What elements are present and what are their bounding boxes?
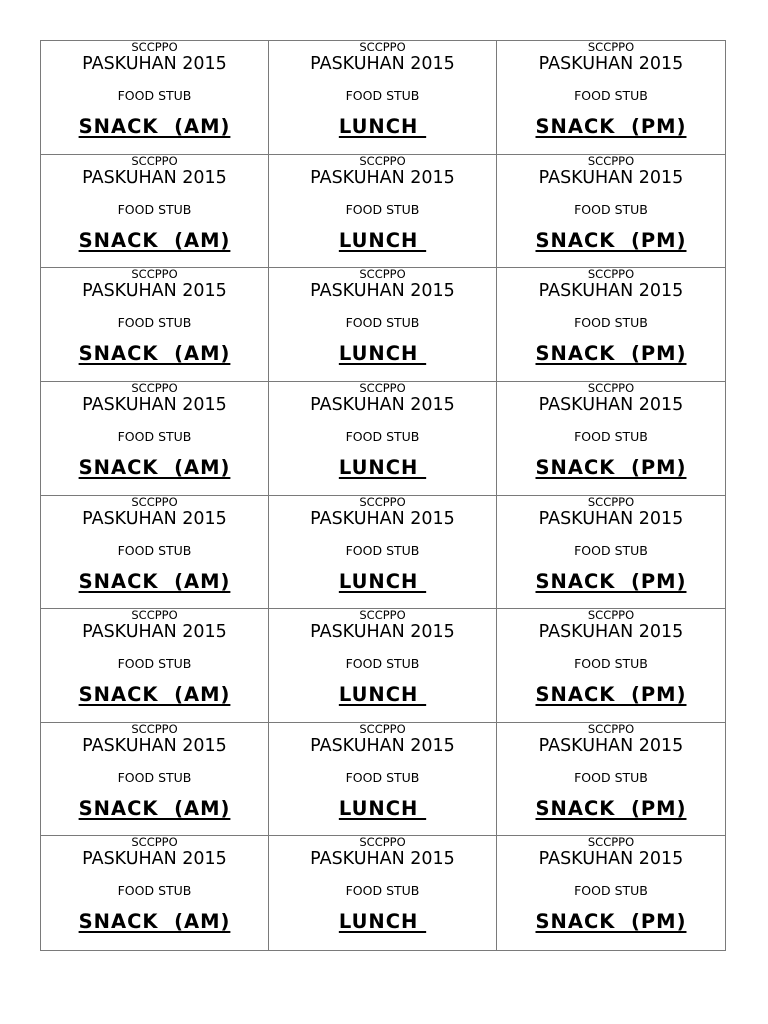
food-stub-lunch — [269, 609, 497, 723]
stub-meal-label: LUNCH — [338, 683, 427, 707]
stub-kind-label: FOOD STUB — [574, 428, 648, 444]
stub-kind-label: FOOD STUB — [345, 656, 420, 672]
stub-kind-label: FOOD STUB — [117, 201, 192, 217]
food-stub-lunch — [269, 723, 497, 837]
stub-org-label: SCCPPO — [587, 721, 635, 736]
stub-kind-label: FOOD STUB — [345, 883, 420, 899]
stub-org-label: SCCPPO — [131, 267, 178, 282]
stub-org-label: SCCPPO — [131, 835, 178, 850]
stub-event-title: PASKUHAN 2015 — [82, 849, 227, 870]
stub-org-label: SCCPPO — [587, 267, 635, 282]
stub-event-title: PASKUHAN 2015 — [538, 54, 684, 74]
stub-meal-label: LUNCH — [338, 796, 427, 820]
food-stub-lunch — [269, 155, 497, 269]
stub-event-title: PASKUHAN 2015 — [310, 54, 455, 74]
stub-kind-label: FOOD STUB — [574, 88, 648, 103]
stub-kind-label: FOOD STUB — [574, 656, 648, 672]
stub-kind-label: FOOD STUB — [117, 88, 192, 103]
stub-meal-label: SNACK (PM) — [535, 115, 687, 138]
food-stub-snack-pm — [497, 496, 725, 610]
stub-org-label: SCCPPO — [587, 40, 635, 54]
food-stub-snack-pm — [497, 268, 725, 382]
stub-org-label: SCCPPO — [131, 40, 178, 54]
stub-event-title: PASKUHAN 2015 — [82, 54, 227, 74]
stub-meal-label: SNACK (PM) — [535, 228, 687, 252]
food-stub-sheet — [40, 40, 726, 951]
stub-org-label: SCCPPO — [131, 380, 178, 395]
stub-meal-label: SNACK (PM) — [535, 455, 687, 479]
stub-event-title: PASKUHAN 2015 — [82, 167, 227, 188]
stub-kind-label: FOOD STUB — [117, 656, 192, 672]
stub-kind-label: FOOD STUB — [117, 883, 192, 899]
food-stub-snack-pm — [497, 609, 725, 723]
stub-meal-label: LUNCH — [338, 228, 427, 252]
food-stub-snack-am — [41, 155, 269, 269]
stub-org-label: SCCPPO — [359, 40, 406, 54]
food-stub-snack-am — [41, 723, 269, 837]
stub-meal-label: SNACK (PM) — [535, 910, 687, 934]
stub-kind-label: FOOD STUB — [345, 88, 420, 103]
stub-org-label: SCCPPO — [359, 835, 406, 850]
stub-kind-label: FOOD STUB — [117, 428, 192, 444]
stub-event-title: PASKUHAN 2015 — [538, 281, 684, 302]
stub-org-label: SCCPPO — [587, 608, 635, 623]
food-stub-lunch — [269, 496, 497, 610]
stub-event-title: PASKUHAN 2015 — [310, 167, 455, 188]
stub-kind-label: FOOD STUB — [117, 315, 192, 331]
stub-event-title: PASKUHAN 2015 — [82, 281, 227, 302]
stub-event-title: PASKUHAN 2015 — [538, 167, 684, 188]
stub-kind-label: FOOD STUB — [345, 201, 420, 217]
food-stub-snack-pm — [497, 723, 725, 837]
stub-kind-label: FOOD STUB — [574, 542, 648, 558]
food-stub-snack-pm — [497, 41, 725, 155]
stub-event-title: PASKUHAN 2015 — [310, 394, 455, 415]
stub-org-label: SCCPPO — [131, 494, 178, 509]
stub-org-label: SCCPPO — [359, 608, 406, 623]
stub-org-label: SCCPPO — [359, 380, 406, 395]
stub-org-label: SCCPPO — [131, 153, 178, 168]
food-stub-snack-am — [41, 382, 269, 496]
stub-event-title: PASKUHAN 2015 — [310, 622, 455, 643]
stub-event-title: PASKUHAN 2015 — [538, 735, 684, 756]
stub-org-label: SCCPPO — [359, 721, 406, 736]
stub-meal-label: SNACK (AM) — [78, 683, 231, 707]
stub-event-title: PASKUHAN 2015 — [82, 508, 227, 529]
stub-event-title: PASKUHAN 2015 — [310, 849, 455, 870]
stub-kind-label: FOOD STUB — [574, 769, 648, 785]
stub-meal-label: SNACK (AM) — [78, 455, 231, 479]
stub-event-title: PASKUHAN 2015 — [82, 735, 227, 756]
stub-org-label: SCCPPO — [587, 380, 635, 395]
stub-org-label: SCCPPO — [359, 494, 406, 509]
food-stub-lunch — [269, 836, 497, 950]
stub-meal-label: SNACK (AM) — [78, 796, 231, 820]
stub-meal-label: SNACK (PM) — [535, 342, 687, 366]
food-stub-snack-pm — [497, 836, 725, 950]
stub-kind-label: FOOD STUB — [345, 542, 420, 558]
stub-org-label: SCCPPO — [131, 721, 178, 736]
stub-org-label: SCCPPO — [131, 608, 178, 623]
stub-kind-label: FOOD STUB — [574, 883, 648, 899]
stub-kind-label: FOOD STUB — [117, 769, 192, 785]
stub-meal-label: LUNCH — [338, 910, 427, 934]
stub-meal-label: SNACK (AM) — [78, 910, 231, 934]
stub-meal-label: LUNCH — [338, 569, 427, 593]
stub-org-label: SCCPPO — [587, 835, 635, 850]
stub-kind-label: FOOD STUB — [345, 315, 420, 331]
food-stub-snack-pm — [497, 155, 725, 269]
stub-meal-label: SNACK (PM) — [535, 683, 687, 707]
stub-kind-label: FOOD STUB — [574, 201, 648, 217]
food-stub-snack-am — [41, 836, 269, 950]
stub-meal-label: SNACK (AM) — [78, 569, 231, 593]
stub-event-title: PASKUHAN 2015 — [538, 849, 684, 870]
stub-org-label: SCCPPO — [359, 153, 406, 168]
food-stub-snack-am — [41, 496, 269, 610]
stub-meal-label: LUNCH — [338, 455, 427, 479]
stub-event-title: PASKUHAN 2015 — [82, 394, 227, 415]
food-stub-lunch — [269, 382, 497, 496]
stub-kind-label: FOOD STUB — [345, 428, 420, 444]
stub-meal-label: SNACK (AM) — [78, 115, 231, 138]
stub-meal-label: SNACK (AM) — [78, 342, 231, 366]
stub-event-title: PASKUHAN 2015 — [82, 622, 227, 643]
stub-event-title: PASKUHAN 2015 — [310, 735, 455, 756]
stub-org-label: SCCPPO — [359, 267, 406, 282]
food-stub-snack-am — [41, 41, 269, 155]
stub-org-label: SCCPPO — [587, 153, 635, 168]
stub-meal-label: SNACK (AM) — [78, 228, 231, 252]
food-stub-snack-pm — [497, 382, 725, 496]
stub-event-title: PASKUHAN 2015 — [310, 281, 455, 302]
stub-meal-label: SNACK (PM) — [535, 569, 687, 593]
stub-org-label: SCCPPO — [587, 494, 635, 509]
stub-event-title: PASKUHAN 2015 — [538, 394, 684, 415]
stub-event-title: PASKUHAN 2015 — [538, 622, 684, 643]
food-stub-lunch — [269, 268, 497, 382]
stub-meal-label: SNACK (PM) — [535, 796, 687, 820]
stub-meal-label: LUNCH — [338, 115, 427, 138]
stub-kind-label: FOOD STUB — [117, 542, 192, 558]
stub-meal-label: LUNCH — [338, 342, 427, 366]
food-stub-lunch — [269, 41, 497, 155]
food-stub-snack-am — [41, 609, 269, 723]
stub-kind-label: FOOD STUB — [574, 315, 648, 331]
stub-event-title: PASKUHAN 2015 — [538, 508, 684, 529]
food-stub-snack-am — [41, 268, 269, 382]
stub-event-title: PASKUHAN 2015 — [310, 508, 455, 529]
stub-kind-label: FOOD STUB — [345, 769, 420, 785]
